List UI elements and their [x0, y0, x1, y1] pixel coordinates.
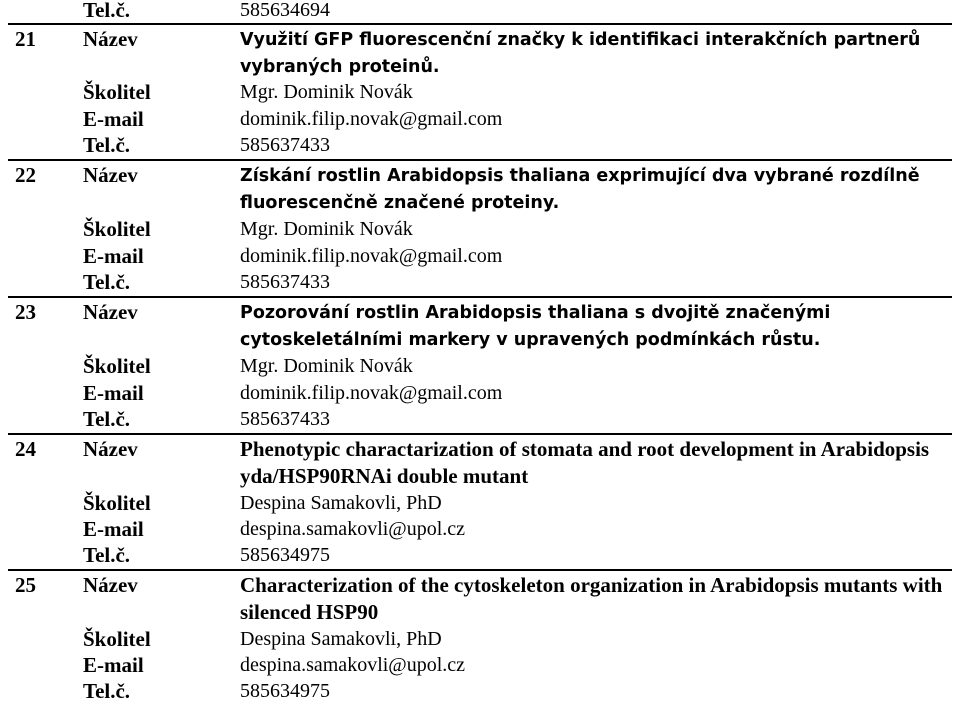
entry-title: Pozorování rostlin Arabidopsis thaliana s dvojitě značenými cytoskeletálními markery v upravených podmínkách růstu.	[240, 303, 831, 350]
email-label: E-mail	[83, 107, 144, 131]
title-label: Název	[83, 437, 138, 461]
entry-title: Phenotypic charactarization of stomata and root development in Arabidopsis yda/HSP90RNAi double mutant	[240, 437, 930, 488]
phone-label: Tel.č.	[83, 407, 131, 431]
supervisor-label: Školitel	[83, 354, 151, 378]
entry-number: 22	[15, 163, 36, 187]
entry-title: Získání rostlin Arabidopsis thaliana exprimující dva vybrané rozdílně fluorescenčně značené proteiny.	[240, 166, 920, 213]
supervisor-row	[0, 79, 960, 106]
email-value: dominik.filip.novak@gmail.com	[240, 108, 503, 130]
email-row	[0, 106, 960, 133]
supervisor-row	[0, 626, 960, 653]
phone-value: 585634694	[240, 0, 330, 21]
supervisor-value: Despina Samakovli, PhD	[240, 492, 442, 514]
supervisor-row	[0, 490, 960, 517]
supervisor-row	[0, 353, 960, 380]
phone-row	[0, 132, 960, 159]
phone-value: 585634975	[240, 544, 330, 566]
phone-row	[0, 269, 960, 296]
email-value: dominik.filip.novak@gmail.com	[240, 382, 503, 404]
phone-row	[0, 406, 960, 433]
divider	[8, 296, 952, 298]
phone-value: 585637433	[240, 271, 330, 293]
title-label: Název	[83, 27, 138, 51]
divider	[8, 23, 952, 25]
entry-number: 24	[15, 437, 36, 461]
phone-value: 585637433	[240, 408, 330, 430]
supervisor-value: Mgr. Dominik Novák	[240, 355, 413, 377]
email-row	[0, 380, 960, 407]
email-value: dominik.filip.novak@gmail.com	[240, 245, 503, 267]
divider	[8, 569, 952, 571]
entry-number: 23	[15, 300, 36, 324]
supervisor-value: Mgr. Dominik Novák	[240, 218, 413, 240]
phone-row	[0, 542, 960, 569]
email-label: E-mail	[83, 517, 144, 541]
divider	[8, 159, 952, 161]
email-value: despina.samakovli@upol.cz	[240, 654, 466, 676]
supervisor-label: Školitel	[83, 80, 151, 104]
title-label: Název	[83, 300, 138, 324]
entry-number: 25	[15, 573, 36, 597]
phone-label: Tel.č.	[83, 543, 131, 567]
supervisor-row	[0, 216, 960, 243]
email-row	[0, 516, 960, 543]
entry-title: Využití GFP fluorescenční značky k identifikaci interakčních partnerů vybraných proteinů.	[240, 30, 921, 77]
title-label: Název	[83, 573, 138, 597]
phone-value: 585634975	[240, 680, 330, 702]
phone-row	[0, 678, 960, 705]
email-row	[0, 243, 960, 270]
divider	[8, 433, 952, 435]
email-value: despina.samakovli@upol.cz	[240, 518, 466, 540]
email-label: E-mail	[83, 244, 144, 268]
entry-title: Characterization of the cytoskeleton organization in Arabidopsis mutants with silenced HSP90	[240, 573, 943, 624]
phone-label: Tel.č.	[83, 679, 131, 703]
email-label: E-mail	[83, 381, 144, 405]
prev-entry-phone-row	[0, 0, 960, 24]
phone-value: 585637433	[240, 134, 330, 156]
email-label: E-mail	[83, 653, 144, 677]
email-row	[0, 652, 960, 679]
supervisor-value: Mgr. Dominik Novák	[240, 81, 413, 103]
supervisor-label: Školitel	[83, 491, 151, 515]
phone-label: Tel.č.	[83, 133, 131, 157]
phone-label: Tel.č.	[83, 0, 131, 22]
phone-label: Tel.č.	[83, 270, 131, 294]
title-label: Název	[83, 163, 138, 187]
supervisor-value: Despina Samakovli, PhD	[240, 628, 442, 650]
entry-number: 21	[15, 27, 36, 51]
supervisor-label: Školitel	[83, 627, 151, 651]
supervisor-label: Školitel	[83, 217, 151, 241]
